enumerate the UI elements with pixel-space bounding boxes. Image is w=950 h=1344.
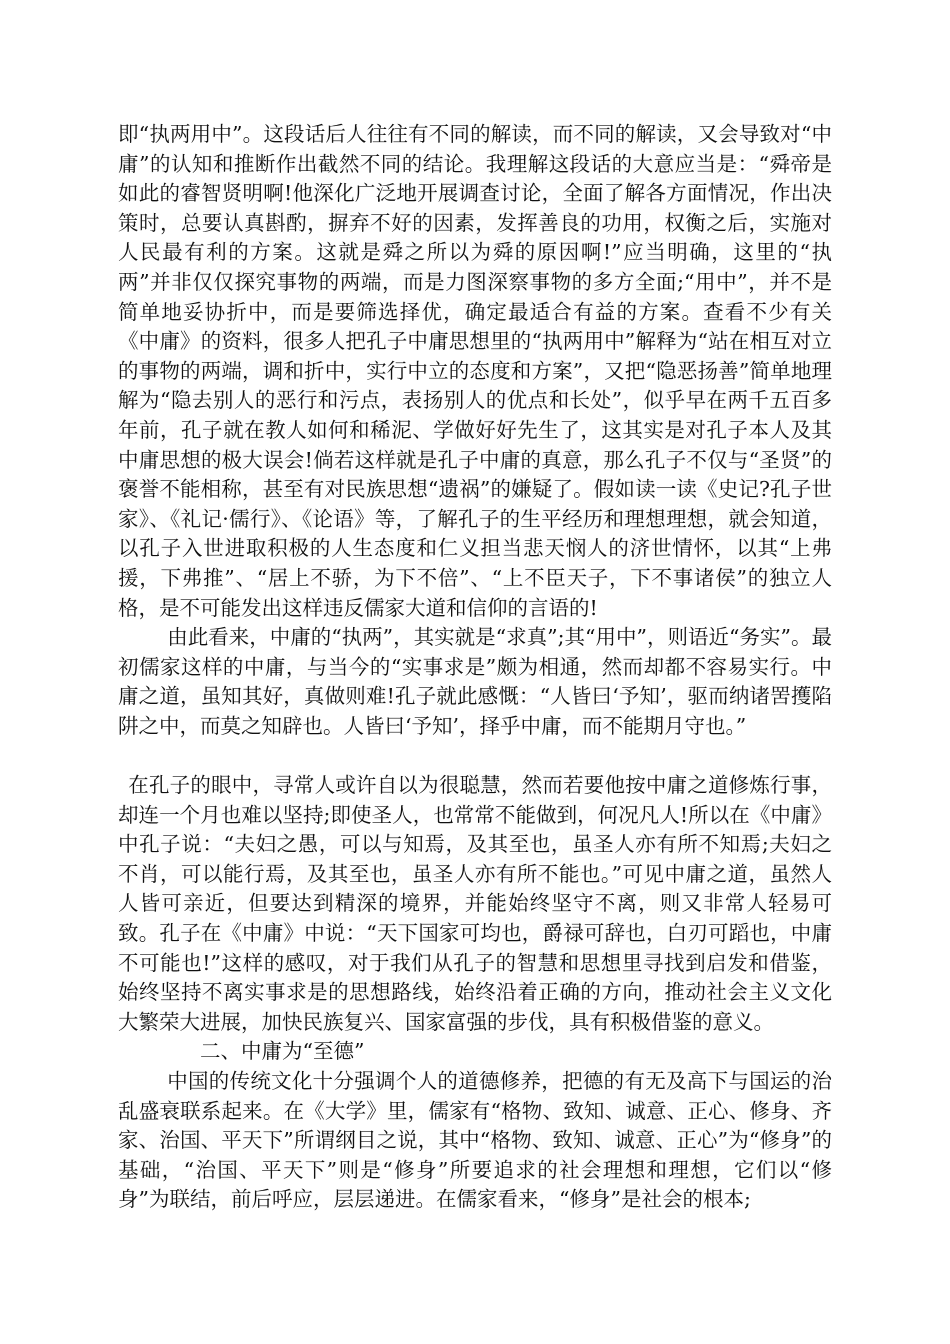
- paragraph-moral-cultivation: 中国的传统文化十分强调个人的道德修养，把德的有无及高下与国运的治乱盛衰联系起来。在《大学》里，儒家有“格物、致知、诚意、正心、修身、齐家、治国、平天下”所谓纲目之说，其中“格物、致知、诚意、正心”为“修身”的基础，“治国、平天下”则是“修身”所要追求的社会理想和理想，它们以“修身”为联结，前后呼应，层层递进。在儒家看来，“修身”是社会的根本;: [118, 1069, 832, 1212]
- paragraph-zhiliang-yongzhong: 即“执两用中”。这段话后人往往有不同的解读，而不同的解读，又会导致对“中庸”的认知和推断作出截然不同的结论。我理解这段话的大意应当是：“舜帝是如此的睿智贤明啊!他深化广泛地开展调查讨论，全面了解各方面情况，作出决策时，总要认真斟酌，摒弃不好的因素，发挥善良的功用，权衡之后，实施对人民最有利的方案。这就是舜之所以为舜的原因啊!”应当明确，这里的“执两”并非仅仅探究事物的两端，而是力图深察事物的多方全面;“用中”，并不是简单地妥协折中，而是要筛选择优，确定最适合有益的方案。查看不少有关《中庸》的资料，很多人把孔子中庸思想里的“执两用中”解释为“站在相互对立的事物的两端，调和折中，实行中立的态度和方案”，又把“隐恶扬善”简单地理解为“隐去别人的恶行和污点，表扬别人的优点和长处”，似乎早在两千五百多年前，孔子就在教人如何和稀泥、学做好好先生了，这其实是对孔子本人及其中庸思想的极大误会!倘若这样就是孔子中庸的真意，那么孔子不仅与“圣贤”的褒誉不能相称，甚至有对民族思想“遗祸”的嫌疑了。假如读一读《史记?孔子世家》、《礼记·儒行》、《论语》等，了解孔子的生平经历和理想理想，就会知道，以孔子入世进取积极的人生态度和仁义担当悲天悯人的济世情怀，以其“上弗援，下弗推”、“居上不骄，为下不倍”、“上不臣天子，下不事诸侯”的独立人格，是不可能发出这样违反儒家大道和信仰的言语的!: [118, 122, 832, 620]
- paragraph-qiuzhen-wushi: 由此看来，中庸的“执两”，其实就是“求真”;其“用中”，则语近“务实”。最初儒家这样的中庸，与当今的“实事求是”颇为相通，然而却都不容易实行。中庸之道，虽知其好，真做则难!孔子就此感慨：“人皆曰‘予知’，驱而纳诸罟擭陷阱之中，而莫之知辟也。人皆曰‘予知’，择乎中庸，而不能期月守也。”: [118, 625, 832, 738]
- paragraph-gap: [118, 741, 832, 771]
- section-heading: 二、中庸为“至德”: [200, 1039, 365, 1064]
- document-page: [118, 120, 832, 1215]
- paragraph-kongzi-eyes: 在孔子的眼中，寻常人或许自以为很聪慧，然而若要他按中庸之道修炼行事，却连一个月也难以坚持;即使圣人，也常常不能做到，何况凡人!所以在《中庸》中孔子说：“夫妇之愚，可以与知焉，及其至也，虽圣人亦有所不知焉;夫妇之不肖，可以能行焉，及其至也，虽圣人亦有所不能也。”可见中庸之道，虽然人人皆可亲近，但要达到精深的境界，并能始终坚守不离，则又非常人轻易可致。孔子在《中庸》中说：“天下国家可均也，爵禄可辞也，白刃可蹈也，中庸不可能也!”这样的感叹，对于我们从孔子的智慧和思想里寻找到启发和借鉴，始终坚持不离实事求是的思想路线，始终沿着正确的方向，推动社会主义文化大繁荣大进展，加快民族复兴、国家富强的步伐，具有积极借鉴的意义。: [118, 773, 832, 1034]
